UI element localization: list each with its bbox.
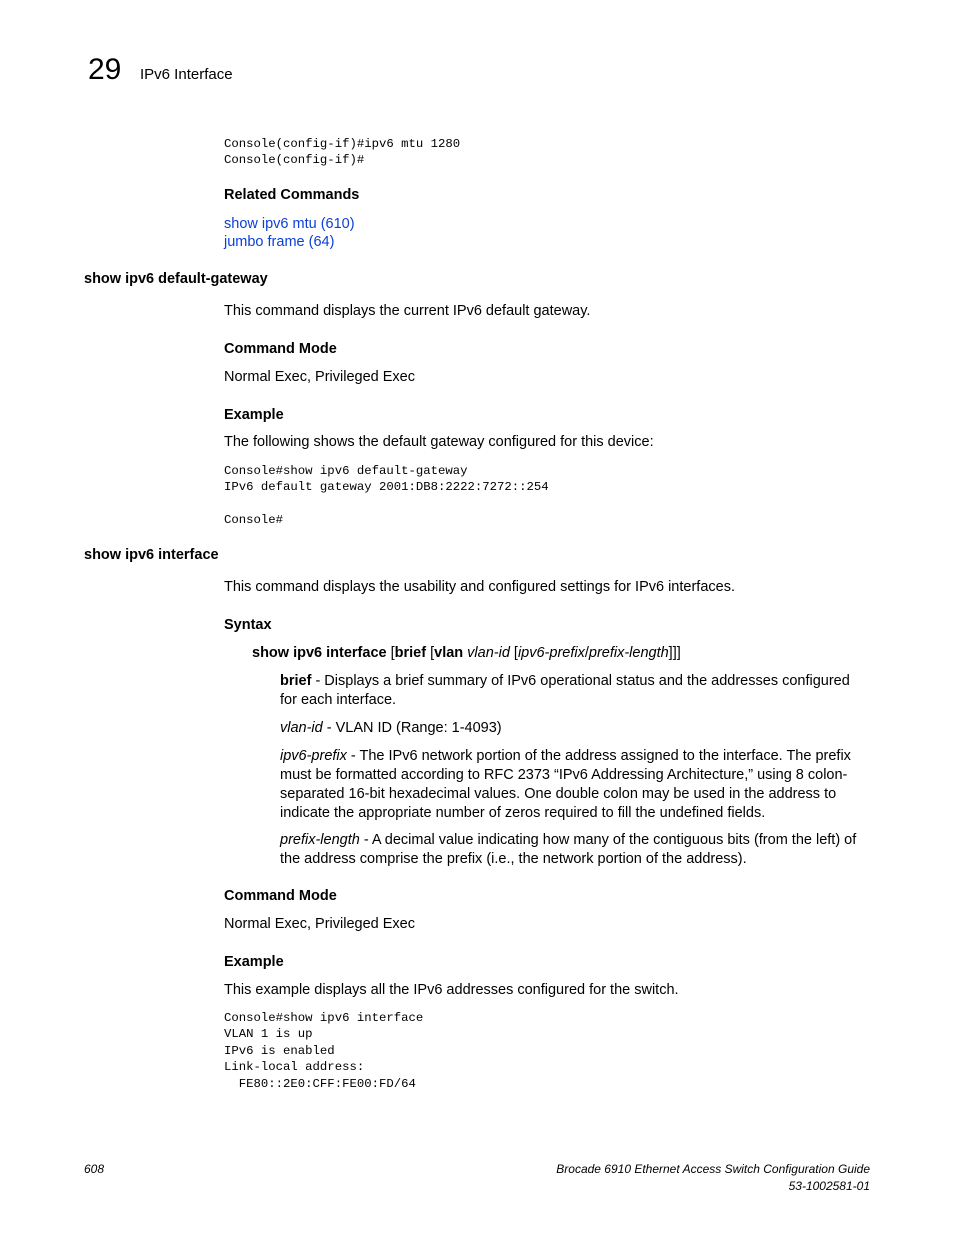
chapter-number: 29 xyxy=(88,53,122,86)
guide-title: Brocade 6910 Ethernet Access Switch Configuration Guide xyxy=(556,1162,870,1176)
related-link-show-ipv6-mtu[interactable]: show ipv6 mtu (610) xyxy=(224,216,355,232)
syntax-prefix-length: prefix-length xyxy=(588,645,669,661)
example-heading: Example xyxy=(224,407,284,423)
syntax-line: show ipv6 interface [brief [vlan vlan-id [ipv6-prefix/prefix-length]]] xyxy=(252,645,681,661)
example-heading: Example xyxy=(224,954,284,970)
syntax-vlan-id: vlan-id xyxy=(467,645,510,661)
doc-number: 53-1002581-01 xyxy=(788,1179,870,1193)
command-mode-heading: Command Mode xyxy=(224,341,337,357)
code-line: Console#show ipv6 default-gateway xyxy=(224,464,468,478)
code-line: IPv6 is enabled xyxy=(224,1044,335,1058)
chapter-title: IPv6 Interface xyxy=(140,66,233,83)
param-vlan-id: vlan-id - VLAN ID (Range: 1-4093) xyxy=(280,720,502,736)
section-title-interface: show ipv6 interface xyxy=(84,547,219,563)
page-number: 608 xyxy=(84,1162,105,1176)
command-mode-text: Normal Exec, Privileged Exec xyxy=(224,369,415,385)
code-line: FE80::2E0:CFF:FE00:FD/64 xyxy=(224,1077,416,1091)
syntax-brief-keyword: brief xyxy=(394,645,427,661)
command-mode-text: Normal Exec, Privileged Exec xyxy=(224,916,415,932)
code-line: Console(config-if)#ipv6 mtu 1280 xyxy=(224,137,461,151)
syntax-vlan-keyword: vlan xyxy=(434,645,464,661)
section-title-default-gateway: show ipv6 default-gateway xyxy=(84,271,268,287)
syntax-ipv6-prefix: ipv6-prefix xyxy=(517,645,585,661)
section-description: This command displays the current IPv6 default gateway. xyxy=(224,303,591,319)
param-brief: brief - Displays a brief summary of IPv6 operational status and the addresses configured for each interface. xyxy=(280,673,850,708)
syntax-heading: Syntax xyxy=(224,617,272,633)
code-line: Console#show ipv6 interface xyxy=(224,1011,424,1025)
section-description: This command displays the usability and configured settings for IPv6 interfaces. xyxy=(224,579,735,595)
syntax-command: show ipv6 interface xyxy=(252,645,387,661)
related-commands-heading: Related Commands xyxy=(224,187,360,203)
code-line: Console(config-if)# xyxy=(224,153,365,167)
param-ipv6-prefix: ipv6-prefix - The IPv6 network portion of the address assigned to the interface. The prefix must be formatted according to RFC 2373 “IPv6 Addressing Architecture,” using 8 colon-separated 16-bit hexadecimal values. One double colon may be used in the address to indicate the appropriate number of zeros required to fill the undefined fields. xyxy=(280,748,851,821)
related-link-jumbo-frame[interactable]: jumbo frame (64) xyxy=(224,234,335,250)
example-intro: This example displays all the IPv6 addresses configured for the switch. xyxy=(224,982,679,998)
code-line: IPv6 default gateway 2001:DB8:2222:7272::254 xyxy=(224,480,549,494)
code-line: Link-local address: xyxy=(224,1060,365,1074)
command-mode-heading: Command Mode xyxy=(224,888,337,904)
code-line: VLAN 1 is up xyxy=(224,1027,313,1041)
code-line: Console# xyxy=(224,513,284,527)
example-intro: The following shows the default gateway configured for this device: xyxy=(224,434,654,450)
param-prefix-length: prefix-length - A decimal value indicating how many of the contiguous bits (from the left) of the address comprise the prefix (i.e., the network portion of the address). xyxy=(280,832,857,867)
